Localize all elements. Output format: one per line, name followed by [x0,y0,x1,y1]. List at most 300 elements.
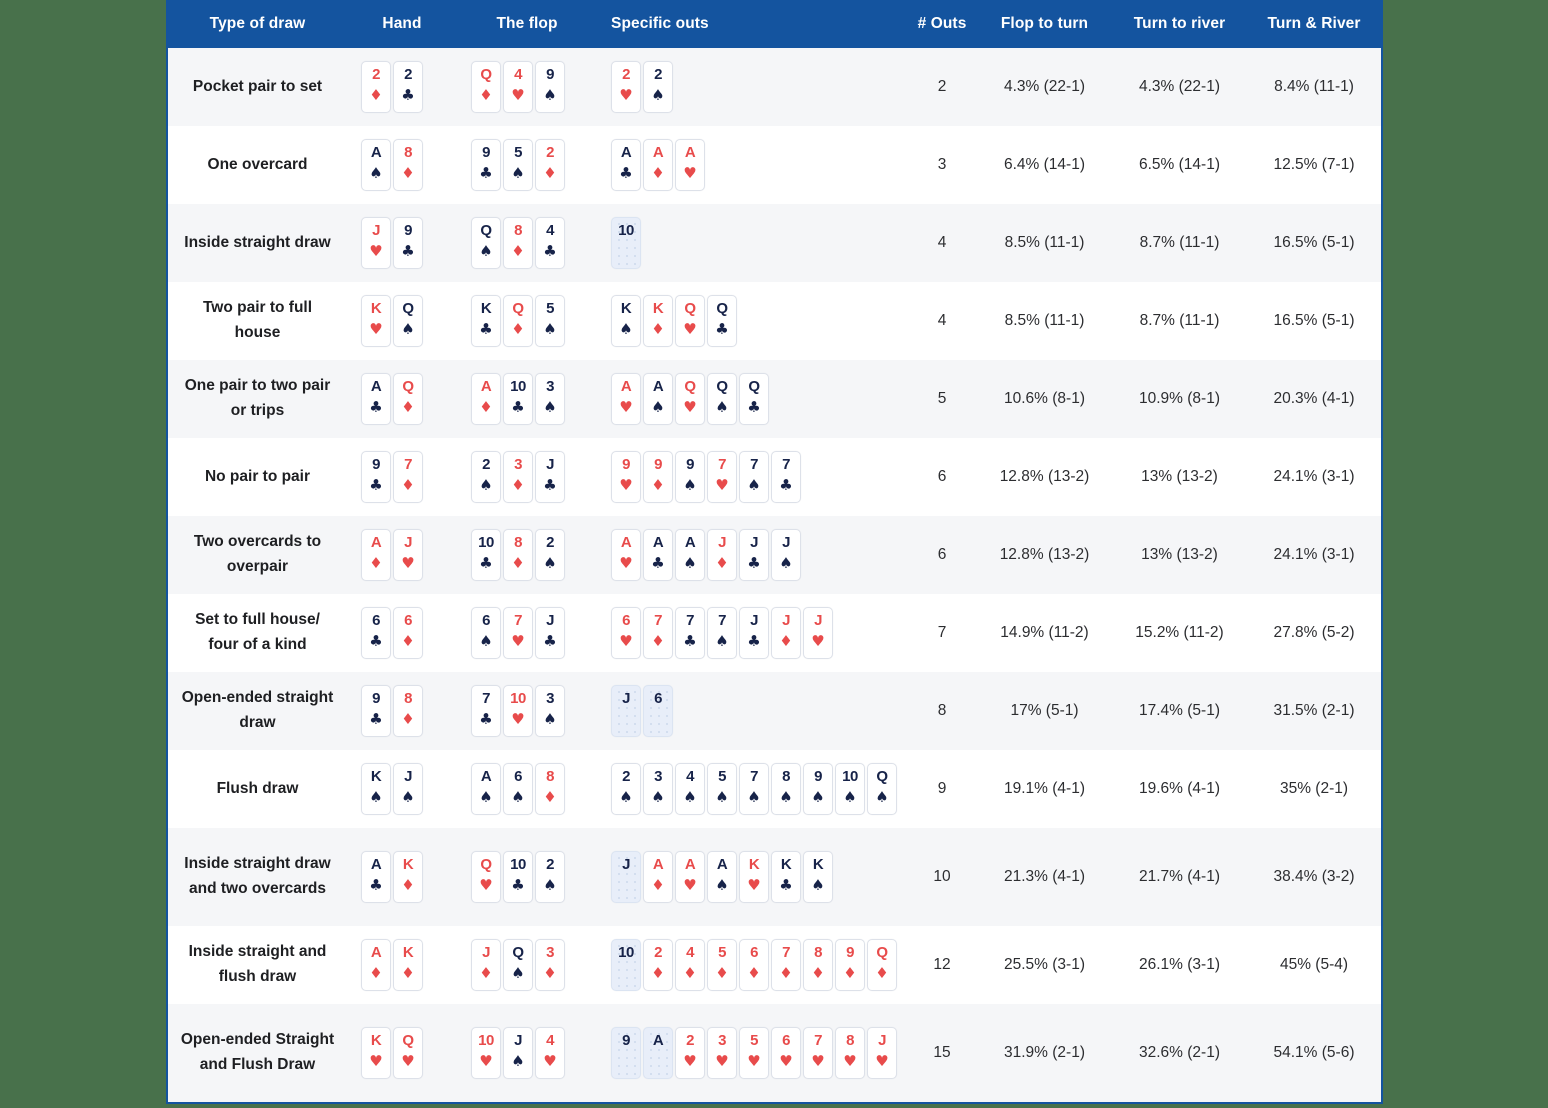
spade-suit-icon: ♠ [511,964,525,982]
card-rank: K [748,856,760,873]
card-7-of-clubs [471,685,501,737]
card-rank: 10 [842,768,858,785]
card-rank: 7 [782,944,790,961]
num-outs-value: 7 [937,624,947,641]
turn-to-river-value: 6.5% (14-1) [1139,156,1220,173]
turn-to-river-value: 21.7% (4-1) [1139,868,1220,885]
diamond-suit-icon: ♦ [747,964,761,982]
heart-suit-icon: ♥ [619,398,633,416]
card-rank: J [622,856,630,873]
card-a-of-diamonds [361,529,391,581]
hand-cards [347,607,457,659]
specific-outs-cards [597,851,907,903]
table-body [168,48,1381,1102]
card-rank: 4 [546,222,554,239]
club-suit-icon: ♣ [619,164,633,182]
card-rank: Q [480,856,492,873]
diamond-suit-icon: ♦ [875,964,889,982]
spade-suit-icon: ♠ [511,1052,525,1070]
diamond-suit-icon: ♦ [511,554,525,572]
card-rank: 9 [482,144,490,161]
flop-cards [457,451,597,503]
card-2-of-spades [643,61,673,113]
card-rank: 3 [546,690,554,707]
card-rank: 8 [514,534,522,551]
card-rank: K [780,856,792,873]
card-9-of-clubs [361,685,391,737]
club-suit-icon: ♣ [511,876,525,894]
spade-suit-icon: ♠ [479,476,493,494]
card-q-of-diamonds [503,295,533,347]
card-rank: Q [480,222,492,239]
turn-and-river-value: 12.5% (7-1) [1273,156,1355,173]
diamond-suit-icon: ♦ [479,398,493,416]
card-2-of-spades [611,763,641,815]
table-row [168,1004,1381,1102]
diamond-suit-icon: ♦ [511,242,525,260]
spade-suit-icon: ♠ [747,476,761,494]
draw-type-label: Two overcards to overpair [193,533,322,575]
card-rank: K [480,300,492,317]
specific-outs-cards [597,607,907,659]
card-a-of-diamonds [471,373,501,425]
card-rank: 6 [372,612,380,629]
card-a-of-spades [361,139,391,191]
table-header-row [166,0,1383,48]
diamond-suit-icon: ♦ [843,964,857,982]
club-suit-icon: ♣ [479,320,493,338]
flop-to-turn-value: 25.5% (3-1) [1004,956,1085,973]
flop-to-turn-value: 12.8% (13-2) [999,546,1090,563]
card-rank: A [370,534,382,551]
club-suit-icon: ♣ [401,242,415,260]
table-row [168,926,1381,1004]
spade-suit-icon: ♠ [401,788,415,806]
club-suit-icon: ♣ [747,398,761,416]
card-j-of-hearts [867,1027,897,1079]
card-rank: 6 [782,1032,790,1049]
club-suit-icon: ♣ [779,876,793,894]
spade-suit-icon: ♠ [479,632,493,650]
heart-suit-icon: ♥ [683,1052,697,1070]
card-rank: 10 [618,944,634,961]
hand-cards [347,939,457,991]
club-suit-icon: ♣ [747,554,761,572]
diamond-suit-icon: ♦ [369,964,383,982]
diamond-suit-icon: ♦ [511,476,525,494]
flop-cards [457,1027,597,1079]
num-outs-value: 9 [937,780,947,797]
draw-type-label: Pocket pair to set [192,77,323,95]
card-9-of-clubs [471,139,501,191]
card-6-of-diamonds [739,939,769,991]
card-rank: 8 [846,1032,854,1049]
card-5-of-spades [707,763,737,815]
draw-type-label: One overcard [207,155,308,173]
card-rank: Q [716,378,728,395]
num-outs-value: 4 [937,312,947,329]
card-3-of-spades [643,763,673,815]
card-rank: 5 [750,1032,758,1049]
flop-cards [457,295,597,347]
spade-suit-icon: ♠ [619,320,633,338]
diamond-suit-icon: ♦ [401,164,415,182]
card-4-of-diamonds [675,939,705,991]
club-suit-icon: ♣ [511,398,525,416]
turn-to-river-value: 17.4% (5-1) [1139,702,1220,719]
card-rank: A [370,378,382,395]
card-2-of-diamonds [535,139,565,191]
card-k-of-spades [361,763,391,815]
diamond-suit-icon: ♦ [543,788,557,806]
flop-cards [457,607,597,659]
card-rank: A [716,856,728,873]
draw-type-label: Open-ended Straight and Flush Draw [180,1031,335,1073]
heart-suit-icon: ♥ [683,398,697,416]
diamond-suit-icon: ♦ [651,320,665,338]
spade-suit-icon: ♠ [543,710,557,728]
card-rank: A [652,856,664,873]
spade-suit-icon: ♠ [369,788,383,806]
card-5-of-diamonds [707,939,737,991]
heart-suit-icon: ♥ [875,1052,889,1070]
club-suit-icon: ♣ [779,476,793,494]
card-9-of-spades [803,763,833,815]
card-rank: K [370,1032,382,1049]
diamond-suit-icon: ♦ [479,964,493,982]
card-8-of-diamonds [535,763,565,815]
card-2-of-diamonds [643,939,673,991]
hand-cards [347,295,457,347]
card-rank: A [620,378,632,395]
card-rank: 7 [782,456,790,473]
card-j-of-spades [503,1027,533,1079]
heart-suit-icon: ♥ [683,164,697,182]
heart-suit-icon: ♥ [479,876,493,894]
club-suit-icon: ♣ [369,876,383,894]
card-8-of-diamonds [393,685,423,737]
column-header-flop-to-turn: Flop to turn [1000,15,1089,32]
diamond-suit-icon: ♦ [651,876,665,894]
specific-outs-cards [597,1027,907,1079]
card-rank: K [620,300,632,317]
turn-and-river-value: 45% (5-4) [1279,956,1349,973]
diamond-suit-icon: ♦ [369,86,383,104]
card-rank: 2 [622,66,630,83]
card-8-of-diamonds [503,529,533,581]
card-rank: K [402,944,414,961]
card-rank: 7 [654,612,662,629]
card-10-of-clubs [503,373,533,425]
turn-and-river-value: 31.5% (2-1) [1273,702,1355,719]
turn-to-river-value: 8.7% (11-1) [1139,312,1220,329]
heart-suit-icon: ♥ [747,876,761,894]
heart-suit-icon: ♥ [747,1052,761,1070]
spade-suit-icon: ♠ [511,164,525,182]
column-header-turn-and-river: Turn & River [1267,15,1361,32]
card-2-of-hearts [611,61,641,113]
card-rank: J [814,612,822,629]
card-7-of-spades [707,607,737,659]
card-rank: 7 [814,1032,822,1049]
spade-suit-icon: ♠ [651,86,665,104]
spade-suit-icon: ♠ [779,788,793,806]
card-j-of-spades [393,763,423,815]
diamond-suit-icon: ♦ [651,632,665,650]
num-outs-value: 6 [937,546,947,563]
card-7-of-diamonds [771,939,801,991]
hand-cards [347,685,457,737]
card-rank: 6 [482,612,490,629]
hand-cards [347,373,457,425]
card-9-of-spades [535,61,565,113]
card-rank: K [402,856,414,873]
card-rank: Q [684,378,696,395]
card-4-of-spades [675,763,705,815]
card-3-of-hearts [707,1027,737,1079]
card-rank: 9 [846,944,854,961]
card-5-of-hearts [739,1027,769,1079]
card-rank: J [404,534,412,551]
diamond-suit-icon: ♦ [401,876,415,894]
card-rank: 9 [622,1032,630,1049]
club-suit-icon: ♣ [369,398,383,416]
club-suit-icon: ♣ [401,86,415,104]
card-rank: Q [480,66,492,83]
card-2-of-hearts [675,1027,705,1079]
heart-suit-icon: ♥ [543,1052,557,1070]
card-rank: 3 [546,944,554,961]
club-suit-icon: ♣ [683,632,697,650]
table-row [168,672,1381,750]
turn-and-river-value: 38.4% (3-2) [1273,868,1355,885]
card-7-of-spades [739,763,769,815]
table-row [168,750,1381,828]
card-rank: Q [402,1032,414,1049]
heart-suit-icon: ♥ [619,476,633,494]
card-8-of-diamonds [503,217,533,269]
card-rank: 9 [622,456,630,473]
num-outs-value: 15 [933,1044,951,1061]
card-9-of-clubs [361,451,391,503]
card-8-of-hearts [835,1027,865,1079]
card-q-of-hearts [393,1027,423,1079]
hand-cards [347,763,457,815]
card-rank: 3 [718,1032,726,1049]
card-a-of-hearts [611,373,641,425]
diamond-suit-icon: ♦ [715,964,729,982]
card-7-of-hearts [803,1027,833,1079]
card-a-of-spades [471,763,501,815]
card-9-of-diamonds [835,939,865,991]
card-rank: 10 [510,690,526,707]
draw-type-label: Flush draw [216,779,299,797]
spade-suit-icon: ♠ [651,788,665,806]
hand-cards [347,61,457,113]
table-row [168,126,1381,204]
club-suit-icon: ♣ [369,710,383,728]
card-rank: 9 [546,66,554,83]
card-a-of-clubs [643,529,673,581]
table-row [168,828,1381,926]
card-q-of-clubs [739,373,769,425]
card-q-of-hearts [471,851,501,903]
flop-to-turn-value: 14.9% (11-2) [1000,624,1089,641]
card-k-of-spades [803,851,833,903]
card-k-of-diamonds [393,939,423,991]
card-rank: Q [716,300,728,317]
spade-suit-icon: ♠ [369,164,383,182]
spade-suit-icon: ♠ [479,242,493,260]
hand-cards [347,1027,457,1079]
turn-to-river-value: 13% (13-2) [1141,468,1218,485]
hand-cards [347,139,457,191]
card-rank: Q [748,378,760,395]
card-6-of-hearts [611,607,641,659]
card-rank: A [620,534,632,551]
card-8-of-spades [771,763,801,815]
hand-cards [347,529,457,581]
draw-type-label: One pair to two pair or trips [184,377,331,419]
spade-suit-icon: ♠ [683,476,697,494]
card-7-of-hearts [707,451,737,503]
card-5-of-spades [535,295,565,347]
diamond-suit-icon: ♦ [683,964,697,982]
card-7-of-diamonds [393,451,423,503]
card-10-of-hearts [471,1027,501,1079]
draw-type-label: Two pair to full house [202,299,313,341]
card-6-of-clubs [361,607,391,659]
card-rank: 3 [654,768,662,785]
flop-cards [457,373,597,425]
specific-outs-cards [597,373,907,425]
card-rank: A [684,856,696,873]
card-rank: 2 [404,66,412,83]
heart-suit-icon: ♥ [479,1052,493,1070]
flop-to-turn-value: 17% (5-1) [1010,702,1079,719]
card-rank: 5 [718,768,726,785]
heart-suit-icon: ♥ [369,320,383,338]
card-rank: J [750,612,758,629]
flop-to-turn-value: 19.1% (4-1) [1004,780,1085,797]
heart-suit-icon: ♥ [511,86,525,104]
card-rank: 9 [686,456,694,473]
diamond-suit-icon: ♦ [779,964,793,982]
table-row [168,438,1381,516]
card-j-of-clubs [535,451,565,503]
column-header-specific-outs: Specific outs [611,15,709,32]
card-8-of-diamonds [393,139,423,191]
club-suit-icon: ♣ [715,320,729,338]
card-rank: J [404,768,412,785]
card-rank: 9 [814,768,822,785]
card-rank: A [684,144,696,161]
card-rank: J [546,456,554,473]
card-3-of-spades [535,685,565,737]
turn-to-river-value: 8.7% (11-1) [1139,234,1220,251]
card-a-of-diamonds [361,939,391,991]
any-card-9 [611,1027,641,1079]
card-rank: 2 [654,66,662,83]
diamond-suit-icon: ♦ [715,554,729,572]
diamond-suit-icon: ♦ [401,964,415,982]
card-rank: 7 [514,612,522,629]
card-7-of-diamonds [643,607,673,659]
draw-type-label: Set to full house/ four of a kind [195,611,320,653]
any-card-10 [611,939,641,991]
card-7-of-spades [739,451,769,503]
card-9-of-hearts [611,451,641,503]
heart-suit-icon: ♥ [511,632,525,650]
card-rank: 10 [478,534,494,551]
spade-suit-icon: ♠ [511,788,525,806]
num-outs-value: 5 [937,390,947,407]
card-3-of-spades [535,373,565,425]
heart-suit-icon: ♥ [811,1052,825,1070]
card-7-of-clubs [675,607,705,659]
heart-suit-icon: ♥ [715,476,729,494]
heart-suit-icon: ♥ [401,1052,415,1070]
card-rank: J [750,534,758,551]
diamond-suit-icon: ♦ [651,964,665,982]
diamond-suit-icon: ♦ [401,632,415,650]
table-row [168,360,1381,438]
flop-cards [457,139,597,191]
card-k-of-clubs [471,295,501,347]
turn-and-river-value: 24.1% (3-1) [1273,546,1355,563]
diamond-suit-icon: ♦ [401,710,415,728]
column-header-num-outs: # Outs [917,15,967,32]
card-7-of-clubs [771,451,801,503]
card-rank: 8 [782,768,790,785]
spade-suit-icon: ♠ [543,876,557,894]
card-j-of-diamonds [707,529,737,581]
spade-suit-icon: ♠ [811,876,825,894]
card-rank: Q [876,944,888,961]
card-k-of-hearts [739,851,769,903]
card-5-of-spades [503,139,533,191]
card-rank: 8 [404,690,412,707]
club-suit-icon: ♣ [543,242,557,260]
card-k-of-hearts [361,1027,391,1079]
card-8-of-diamonds [803,939,833,991]
card-q-of-spades [393,295,423,347]
card-6-of-diamonds [393,607,423,659]
flop-to-turn-value: 10.6% (8-1) [1004,390,1085,407]
card-rank: J [372,222,380,239]
card-q-of-hearts [675,295,705,347]
heart-suit-icon: ♥ [369,242,383,260]
card-rank: 6 [404,612,412,629]
heart-suit-icon: ♥ [811,632,825,650]
card-rank: 7 [750,768,758,785]
draw-type-label: Inside straight draw [184,233,331,251]
specific-outs-cards [597,451,907,503]
diamond-suit-icon: ♦ [651,164,665,182]
club-suit-icon: ♣ [369,476,383,494]
card-rank: 2 [372,66,380,83]
card-6-of-hearts [771,1027,801,1079]
club-suit-icon: ♣ [651,554,665,572]
turn-and-river-value: 54.1% (5-6) [1273,1044,1355,1061]
card-2-of-spades [471,451,501,503]
turn-to-river-value: 26.1% (3-1) [1139,956,1220,973]
card-rank: A [370,856,382,873]
turn-to-river-value: 10.9% (8-1) [1139,390,1220,407]
card-rank: 4 [514,66,522,83]
spade-suit-icon: ♠ [715,788,729,806]
club-suit-icon: ♣ [479,164,493,182]
